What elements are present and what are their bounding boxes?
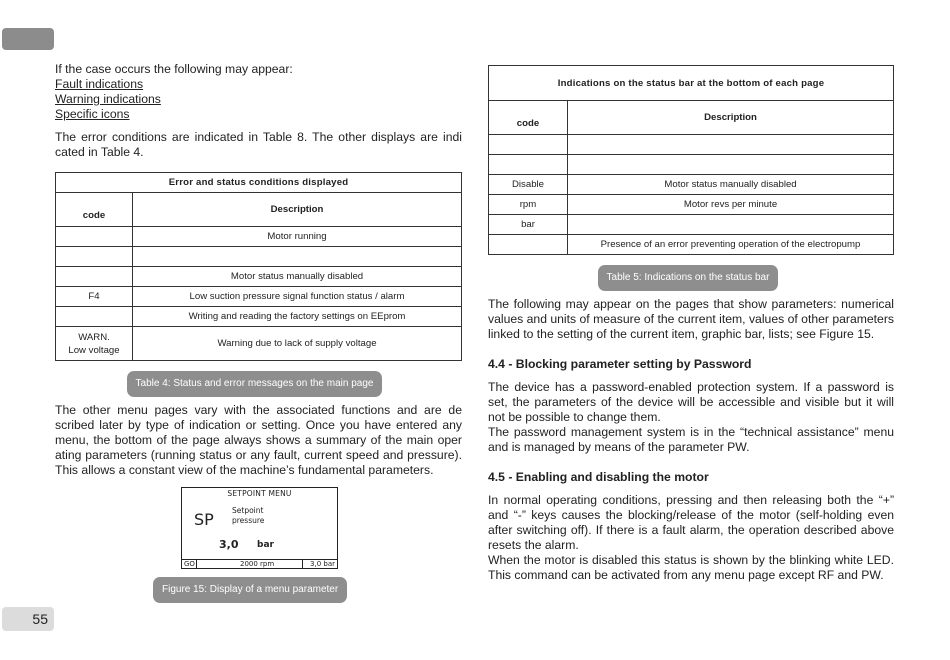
table-5-cell-code: bar	[489, 215, 568, 235]
table-4-cell-desc: Motor running	[133, 227, 462, 247]
table-row	[56, 247, 462, 267]
table-5-cell-desc: Motor status manually disabled	[568, 175, 894, 195]
table-row	[56, 267, 462, 287]
table-4-cell-code	[56, 247, 133, 267]
table-5-title: Indications on the status bar at the bottom of each page	[489, 66, 894, 101]
table-4-cell-code: F4	[56, 287, 133, 307]
table-4-cell-desc: Warning due to lack of supply voltage	[133, 327, 462, 361]
lcd-parameter-symbol: SP	[194, 510, 214, 529]
table-4-cell-desc: Motor status manually disabled	[133, 267, 462, 287]
table-4-caption: Table 4: Status and error messages on the main page	[127, 371, 383, 397]
lcd-status-mid: 2000 rpm	[240, 560, 275, 568]
table-5-cell-code: rpm	[489, 195, 568, 215]
lcd-divider	[196, 559, 197, 568]
lcd-description-line2: pressure	[232, 516, 265, 525]
table-4-title: Error and status conditions displayed	[56, 173, 462, 193]
table-4-cell-code	[56, 227, 133, 247]
lcd-description-line1: Setpoint	[232, 506, 264, 515]
table-5-col-description: Description	[568, 101, 894, 135]
chapter-tab-marker	[2, 28, 54, 50]
table-4-status-conditions	[55, 172, 462, 361]
table-5-cell-desc: Motor revs per minute	[568, 195, 894, 215]
lcd-status-left: GO	[184, 560, 195, 568]
table-5-cell-desc	[568, 155, 894, 175]
table-row	[56, 307, 462, 327]
table-4-col-description: Description	[133, 193, 462, 227]
section-4-4-paragraph-1: The device has a password-enabled protection system. If a password is set, the parameters of the device will be accessible and visible but it will not be possible to change them.	[488, 380, 894, 424]
link-fault-indications[interactable]: Fault indications	[55, 77, 144, 91]
menu-pages-paragraph: The other menu pages vary with the associated functions and are de scribed later by type of indication or setting. Once you have entered any menu, the bottom of the page always shows a summary of the main oper ating parameters (running status or any fault, current speed and pressure). This allows a constant view of the machine’s fundamental parameters.	[55, 403, 462, 477]
lcd-status-bar	[182, 559, 337, 569]
table-row	[489, 175, 894, 195]
table-row	[489, 235, 894, 255]
table-4-col-code: code	[56, 193, 133, 227]
table-4-cell-desc: Writing and reading the factory settings on EEprom	[133, 307, 462, 327]
lcd-menu-title: SETPOINT MENU	[227, 489, 292, 498]
table-row	[489, 195, 894, 215]
table-row	[489, 215, 894, 235]
error-conditions-paragraph: The error conditions are indicated in Table 8. The other displays are indi cated in Table 4.	[55, 130, 462, 159]
table-5-cell-code: Disable	[489, 175, 568, 195]
link-warning-indications[interactable]: Warning indications	[55, 92, 161, 106]
table-4-cell-code	[56, 307, 133, 327]
section-4-4-paragraph-2: The password management system is in the “technical assistance” menu and is managed by means of the parameter PW.	[488, 425, 894, 454]
intro-text: If the case occurs the following may appear:	[55, 62, 293, 76]
link-specific-icons[interactable]: Specific icons	[55, 107, 130, 121]
table-row	[489, 135, 894, 155]
table-5-caption: Table 5: Indications on the status bar	[598, 265, 779, 291]
parameters-paragraph: The following may appear on the pages that show parameters: numerical values and units of measure of the current item, values of other parameters linked to the setting of the current item, graphic bar, lists; see Figure 15.	[488, 297, 894, 341]
lcd-divider	[302, 559, 303, 568]
table-4-cell-desc: Low suction pressure signal function status / alarm	[133, 287, 462, 307]
page-number: 55	[2, 607, 54, 631]
section-4-5-paragraph-2: When the motor is disabled this status is shown by the blinking white LED. This command can be activated from any menu page except RF and PW.	[488, 553, 894, 582]
section-4-5-paragraph-1: In normal operating conditions, pressing and then releasing both the “+” and “-” keys causes the blocking/release of the motor (self-holding even after switching off). If there is a fault alarm, the operation described above resets the alarm.	[488, 493, 894, 552]
section-4-4-heading: 4.4 - Blocking parameter setting by Password	[488, 357, 752, 371]
lcd-unit: bar	[257, 540, 274, 550]
table-5-status-bar	[488, 65, 894, 255]
lcd-status-right: 3,0 bar	[310, 560, 335, 568]
table-5-cell-desc: Presence of an error preventing operation of the electropump	[568, 235, 894, 255]
right-column	[488, 65, 894, 583]
table-5-cell-code	[489, 135, 568, 155]
table-4-cell-desc	[133, 247, 462, 267]
section-4-5-heading: 4.5 - Enabling and disabling the motor	[488, 470, 709, 484]
table-5-cell-desc	[568, 215, 894, 235]
table-row	[56, 227, 462, 247]
table-row	[56, 287, 462, 307]
table-row	[489, 155, 894, 175]
table-5-cell-desc	[568, 135, 894, 155]
table-5-col-code: code	[489, 101, 568, 135]
table-4-cell-code	[56, 267, 133, 287]
figure-15-caption: Figure 15: Display of a menu parameter	[153, 577, 347, 603]
table-4-cell-code: WARN. Low voltage	[56, 327, 133, 361]
table-5-cell-code	[489, 155, 568, 175]
table-row	[56, 327, 462, 361]
table-5-cell-code	[489, 235, 568, 255]
lcd-display-figure	[181, 487, 338, 569]
lcd-value: 3,0	[219, 538, 239, 551]
